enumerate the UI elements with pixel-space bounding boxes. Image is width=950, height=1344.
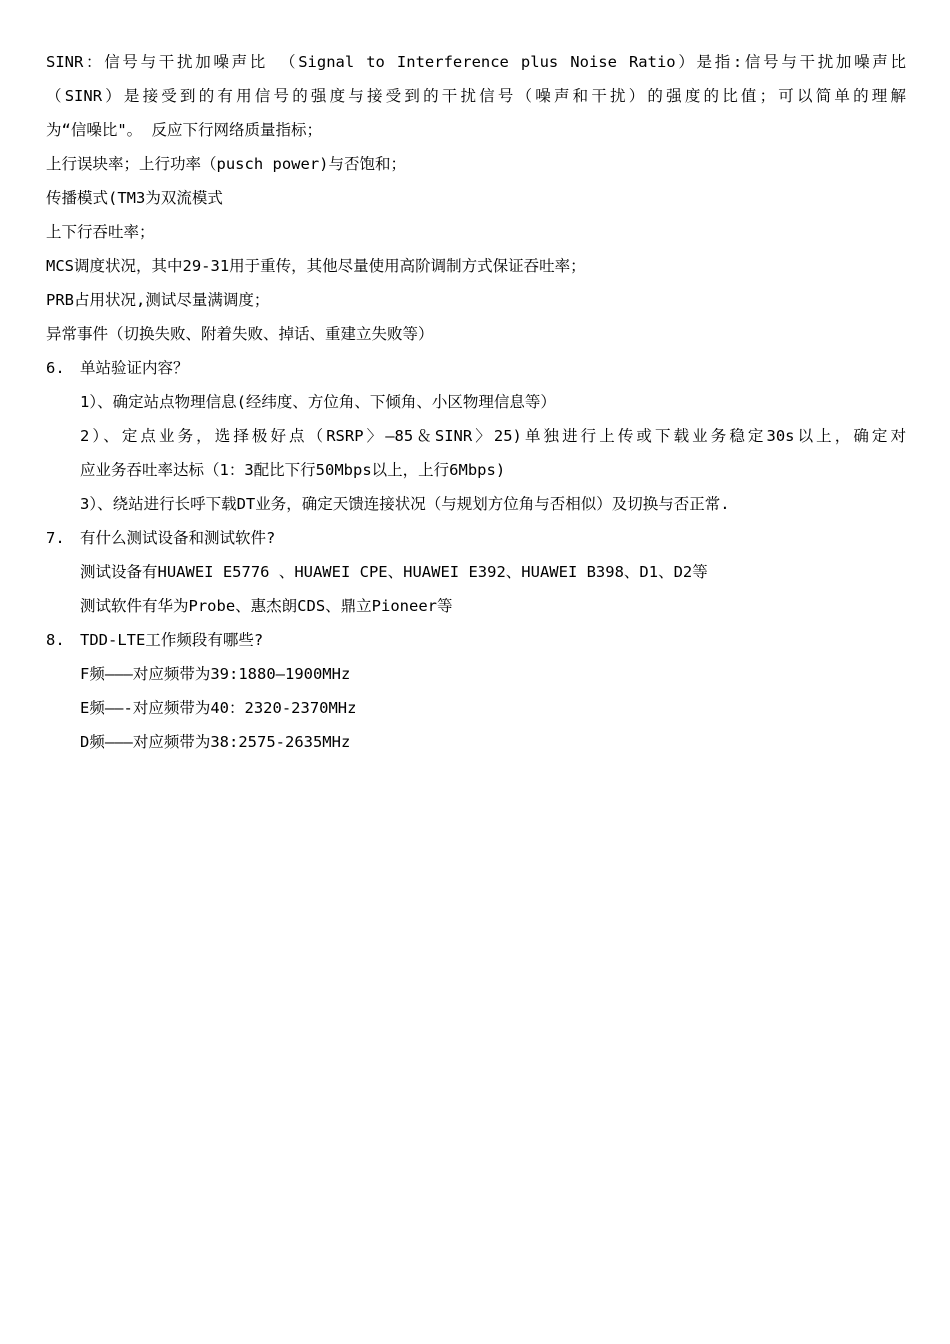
question-number: 6. (46, 359, 65, 377)
sinr-definition-line-2: （SINR）是接受到的有用信号的强度与接受到的干扰信号（噪声和干扰）的强度的比值；可以简单的理解 (46, 87, 906, 105)
band-e-line: E频——-对应频带为40：2320-2370MHz (80, 699, 357, 717)
question-title: 单站验证内容？ (80, 359, 189, 377)
question-8-heading (46, 628, 906, 662)
q6-sub-item-3: 3）、绕站进行长呼下载DT业务，确定天馈连接状况（与规划方位角与否相似）及切换与否正常. (80, 495, 730, 513)
question-number: 8. (46, 631, 65, 649)
q6-sub-item-1: 1）、确定站点物理信息(经纬度、方位角、下倾角、小区物理信息等） (80, 393, 556, 411)
q6-sub-item-2-line-2: 应业务吞吐率达标（1：3配比下行50Mbps以上，上行6Mbps) (80, 461, 506, 479)
question-title: TDD-LTE工作频段有哪些? (80, 631, 264, 649)
q6-sub-item-2-line-1: 2）、定点业务，选择极好点（RSRP〉—85＆SINR〉25)单独进行上传或下载业务稳定30s以上，确定对 (80, 427, 906, 445)
band-d-line: D频———对应频带为38:2575-2635MHz (80, 733, 351, 751)
list-item: 异常事件（切换失败、附着失败、掉话、重建立失败等） (46, 325, 434, 343)
sinr-definition-line-1: SINR：信号与干扰加噪声比 （Signal to Interference plus Noise Ratio）是指:信号与干扰加噪声比 (46, 53, 906, 71)
document-page (46, 50, 906, 764)
sinr-definition-line-3: 为“信噪比"。 反应下行网络质量指标； (46, 121, 322, 139)
list-item: 上下行吞吐率； (46, 223, 155, 241)
list-item: 传播模式(TM3为双流模式 (46, 189, 223, 207)
list-item: PRB占用状况,测试尽量满调度； (46, 291, 270, 309)
list-item: MCS调度状况，其中29-31用于重传，其他尽量使用高阶调制方式保证吞吐率； (46, 257, 586, 275)
question-7-heading (46, 526, 906, 560)
question-6-heading (46, 356, 906, 390)
band-f-line: F频———对应频带为39:1880—1900MHz (80, 665, 351, 683)
question-title: 有什么测试设备和测试软件? (80, 529, 276, 547)
question-number: 7. (46, 529, 65, 547)
list-item: 上行误块率；上行功率（pusch power)与否饱和； (46, 155, 406, 173)
test-software-line: 测试软件有华为Probe、惠杰朗CDS、鼎立Pioneer等 (80, 597, 453, 615)
test-equipment-line: 测试设备有HUAWEI E5776 、HUAWEI CPE、HUAWEI E392、HUAWEI B398、D1、D2等 (80, 563, 708, 581)
